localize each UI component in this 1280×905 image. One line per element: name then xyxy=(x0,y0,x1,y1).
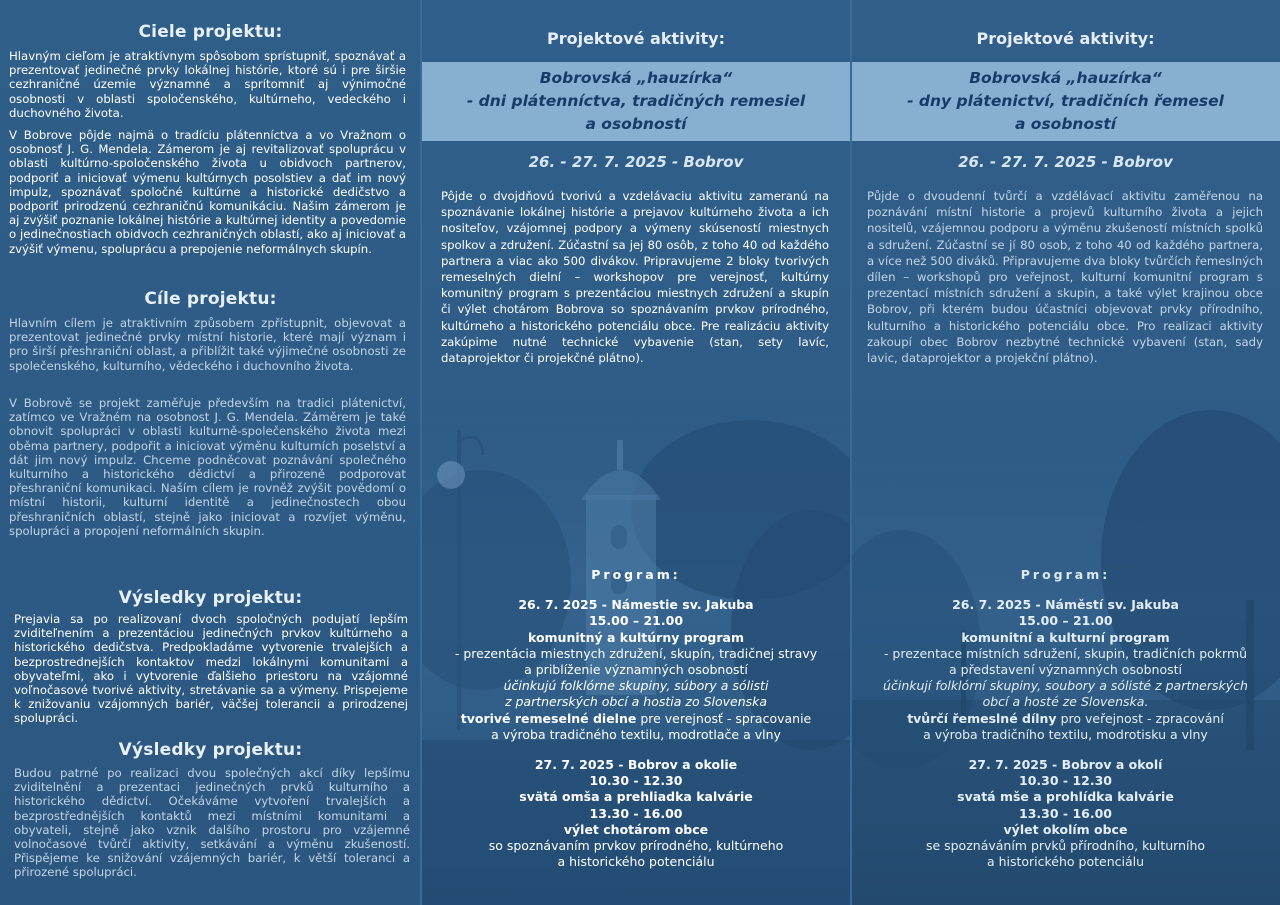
day1-time-sk: 15.00 – 21.00 xyxy=(588,613,684,629)
day2-title1-sk: svätá omša a prehliadka kalvárie xyxy=(519,789,753,805)
day2-title2-cz: výlet okolím obce xyxy=(1003,821,1128,837)
results-text-cz: Budou patrné po realizaci dvou společných akcí díky lepšímu zviditelnění a prezentaci jedinečných prvků kulturního a historického dědictví. Očekáváme vytvoření trvalejších a bezprostřednějších kontaktů mezi místními komunitami a obyvateli, stejně jako vznik dalšího prostoru pro vzájemné volnočasové tvůrčí aktivity, setkávání a výměnu zkušeností. Přispějeme ke snižování vzájemných bariér, k větší toleranci a přirozené spolupráci. xyxy=(14,766,410,880)
event-name-band-sk xyxy=(421,62,851,141)
goals-results-panel xyxy=(0,0,421,905)
day1-line2-cz: a představení významných osobností xyxy=(949,662,1182,678)
event-name-sk: Bobrovská „hauzírka“ - dni plátenníctva, tradičných remesiel a osobností xyxy=(466,69,806,133)
activities-panel-cz xyxy=(851,0,1280,905)
day1-title-sk: komunitný a kultúrny program xyxy=(527,629,745,645)
goals-text-cz-2: V Bobrově se projekt zaměřuje především na tradici plátenictví, zatímco ve Vražném na osobnost J. G. Mendela. Záměrem je také obnovit spolupráci v oblasti kulturně-společenského života mezi oběma partnery, podpořit a iniciovat výměnu kulturních poselství a dát jim nový impulz. Chceme podněcovat poznávání společného kulturního a historického dědictví a přirozeně podporovat přeshraniční komunikaci. Naším cílem je rovněž zvýšit povědomí o místní historii, kulturní identitě a jedinečnostech obou přeshraničních oblastí, stejně jako iniciovat a rozvíjet výměnu, spolupráci a propojení neformálních skupin. xyxy=(9,396,406,538)
day1-line4-cz: obcí a hosté ze Slovenska. xyxy=(982,694,1149,710)
goals-text-cz-1: Hlavním cílem je atraktivním způsobem zpřístupnit, objevovat a prezentovat jedinečné prvky místní historie, které mají význam i pro širší přeshraniční oblast, a přiblížit také výjimečné osobnosti ze společenského, kulturního, vědeckého i duchovního života. xyxy=(9,316,406,373)
event-date-cz: 26. - 27. 7. 2025 - Bobrov xyxy=(958,153,1173,171)
day1-line3-cz: účinkují folklórní skupiny, soubory a sólisté z partnerských xyxy=(883,678,1248,694)
program-label-sk: Program: xyxy=(591,567,681,582)
goals-heading-sk: Ciele projektu: xyxy=(138,22,283,42)
activities-panel-sk xyxy=(421,0,851,905)
day2-line1-cz: se spoznáváním prvků přírodního, kulturního xyxy=(925,838,1206,854)
day1-line3-sk: účinkujú folklórne skupiny, súbory a sólisti xyxy=(503,678,769,694)
day2-head-cz: 27. 7. 2025 - Bobrov a okolí xyxy=(968,757,1163,773)
activities-title-cz: Projektové aktivity: xyxy=(976,29,1155,48)
day2-time2-cz: 13.30 - 16.00 xyxy=(1019,805,1112,821)
day1-line6-cz: a výroba tradičního textilu, modrotisku a vlny xyxy=(923,726,1208,742)
day1-line2-sk: a priblíženie významných osobností xyxy=(524,662,748,678)
day2-time2-sk: 13.30 - 16.00 xyxy=(589,805,683,821)
day2-head-sk: 27. 7. 2025 - Bobrov a okolie xyxy=(534,757,738,773)
day1-title-cz: komunitní a kulturní program xyxy=(961,629,1170,645)
day1-workshop-rest-sk: pre verejnosť - spracovanie xyxy=(636,710,812,726)
event-description-cz: Půjde o dvoudenní tvůrčí a vzdělávací aktivitu zaměřenou na poznávání místní historie a projevů kulturního života a jejich nositelů, vzájemnou podporu a výměnu zkušeností místních spolků a sdružení. Zúčastní se jí 80 osob, z toho 40 od každého partnera, a více než 500 diváků. Připravujeme dva bloky tvůrčích řemeslných dílen – workshopů pro veřejnost, kulturní komunitní program s prezentací místních sdružení a skupin, a také výlet krajinou obce Bobrov, při kterém budou účastníci objevovat prvky přírodního, kulturního a historického potenciálu obce. Pro realizaci aktivity zakoupí obec Bobrov nezbytné technické vybavení (stan, sady lavic, dataprojektor a projekční plátno). xyxy=(867,189,1263,366)
day2-time1-sk: 10.30 - 12.30 xyxy=(589,773,683,789)
event-name-band-cz xyxy=(851,62,1280,141)
results-text-sk: Prejavia sa po realizovaní dvoch spoločných podujatí lepším zviditeľnením a prezentáciou jedinečných prvkov kultúrneho a historického dedičstva. Predpokladáme vytvorenie trvalejších a bezprostrednejších kontaktov medzi lokálnymi komunitami a obyvateľmi, ako i vytvorenie ďalšieho priestoru na vzájomné voľnočasové tvorivé aktivity, stretávanie sa a výmeny. Prispejeme k znižovaniu vzájomných bariér, väčšej tolerancii a prirodzenej spolupráci. xyxy=(14,612,408,726)
day1-line4-sk: z partnerských obcí a hostia zo Slovenska xyxy=(504,694,768,710)
day2-title2-sk: výlet chotárom obce xyxy=(563,821,709,837)
fold-divider-2 xyxy=(850,0,852,905)
day2-time1-cz: 10.30 - 12.30 xyxy=(1019,773,1112,789)
day1-line6-sk: a výroba tradičného textilu, modrotlače a vlny xyxy=(491,726,781,742)
day1-workshop-rest-cz: pro veřejnost - zpracování xyxy=(1056,710,1224,726)
goals-heading-cz: Cíle projektu: xyxy=(144,289,277,309)
event-date-sk: 26. - 27. 7. 2025 - Bobrov xyxy=(528,153,744,171)
program-cz xyxy=(851,567,1280,870)
day1-head-cz: 26. 7. 2025 - Náměstí sv. Jakuba xyxy=(952,597,1179,613)
day2-title1-cz: svatá mše a prohlídka kalvárie xyxy=(957,789,1174,805)
day1-line1-sk: - prezentácia miestnych združení, skupín, tradičnej stravy xyxy=(454,645,818,661)
event-description-sk: Pôjde o dvojdňovú tvorivú a vzdelávaciu aktivitu zameranú na spoznávanie lokálnej histórie a prejavov kultúrneho života a ich nositeľov, vzájomnej podpory a výmeny skúseností miestnych spolkov a združení. Zúčastní sa jej 80 osôb, z toho 40 od každého partnera a viac ako 500 divákov. Pripravujeme 2 bloky tvorivých remeselných dielní – workshopov pre verejnosť, kultúrny komunitný program s prezentáciou miestnych združení a skupín či výlet chotárom Bobrova so spoznávaním prvkov prírodného, kultúrneho a historického potenciálu obce. Pre realizáciu aktivity zakúpime nutné technické vybavenie (stan, sety lavíc, dataprojektor či projekčné plátno). xyxy=(441,189,829,366)
event-name-cz: Bobrovská „hauzírka“ - dny plátenictví, tradičních řemesel a osobností xyxy=(907,69,1224,133)
goals-text-sk-1: Hlavným cieľom je atraktívnym spôsobom sprístupniť, spoznávať a prezentovať jedinečné prvky lokálnej histórie, ktoré sú i pre širšie cezhraničné územie významné a sprítomniť aj výnimočné osobnosti v oblasti spoločenského, kultúrneho, vedeckého i duchovného života. xyxy=(9,49,406,120)
day1-workshop-cz xyxy=(851,711,1280,727)
program-label-cz: Program: xyxy=(1020,567,1111,582)
day1-line1-cz: - prezentace místních sdružení, skupin, tradičních pokrmů xyxy=(883,645,1248,661)
activities-title-sk: Projektové aktivity: xyxy=(546,29,726,48)
day1-head-sk: 26. 7. 2025 - Námestie sv. Jakuba xyxy=(518,597,754,613)
results-heading-cz: Výsledky projektu: xyxy=(118,740,303,760)
fold-divider-1 xyxy=(420,0,422,905)
results-heading-sk: Výsledky projektu: xyxy=(118,588,303,608)
day2-line2-sk: a historického potenciálu xyxy=(557,854,715,870)
day2-line2-cz: a historického potenciálu xyxy=(986,854,1145,870)
goals-text-sk-2: V Bobrove pôjde najmä o tradíciu plátenníctva a vo Vražnom o osobnosť J. G. Mendela. Zámerom je aj revitalizovať spoluprácu v oblasti kultúrno-spoločenského života u obidvoch partnerov, podporiť a iniciovať výmenu kultúrnych posolstiev a dať im nový impulz, spoznávať spoločné kultúrne a historické dedičstvo a podporiť prirodzenú cezhraničnú komunikáciu. Našim zámerom je aj zvýšiť poznanie lokálnej histórie a kultúrnej identity a povedomie o jedinečnostiach obidvoch cezhraničných oblastí, ako aj iniciovať a zvýšiť výmenu, spoluprácu a prepojenie neformálnych skupín. xyxy=(9,128,406,256)
day1-workshop-sk xyxy=(421,711,851,727)
program-sk xyxy=(421,567,851,870)
day2-line1-sk: so spoznávaním prvkov prírodného, kultúrneho xyxy=(488,838,784,854)
day1-workshop-bold-sk: tvorivé remeselné dielne xyxy=(460,710,637,726)
day1-time-cz: 15.00 – 21.00 xyxy=(1018,613,1113,629)
day1-workshop-bold-cz: tvůrčí řemeslné dílny xyxy=(907,710,1057,726)
